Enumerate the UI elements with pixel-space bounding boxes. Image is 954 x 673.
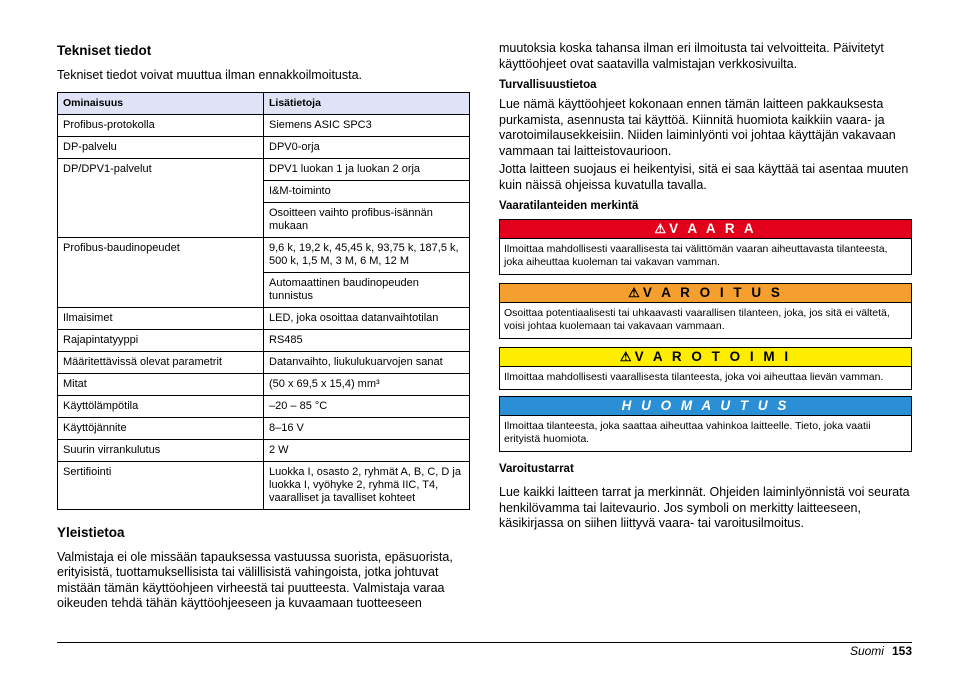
table-row: [58, 114, 470, 136]
danger-text: Ilmoittaa mahdollisesti vaarallisesta tai välittömän vaaran aiheuttavasta tilanteesta, joka aiheuttaa kuoleman tai vakavan vamman.: [504, 243, 888, 268]
continued-text: muutoksia koska tahansa ilman eri ilmoitusta tai velvoitteita. Päivitetyt käyttöohjeet ovat saatavilla valmistajan verkkosivuilta.: [499, 41, 884, 71]
table-cell-value: DPV1 luokan 1 ja luokan 2 orja: [264, 158, 470, 180]
specs-table: [57, 92, 470, 510]
table-cell-value: 8–16 V: [264, 417, 470, 439]
safety-paragraph-1: Lue nämä käyttöohjeet kokonaan ennen tämän laitteen pakkauksesta purkamista, asennusta tai käyttöä. Kiinnitä huomiota kaikkiin vaara- ja varotoimilausekkeisiin. Niiden laiminlyönti voi johtaa käyttäjän vakavaan vammaan tai laitteistovaurioon.: [499, 97, 896, 158]
safety-paragraph-2: Jotta laitteen suojaus ei heikentyisi, sitä ei saa käyttää tai asentaa muuten kuin näissä ohjeissa kuvatulla tavalla.: [499, 162, 909, 192]
caution-label: V A R O T O I M I: [634, 349, 792, 364]
right-column: [499, 41, 912, 532]
table-cell-value: 9,6 k, 19,2 k, 45,45 k, 93,75 k, 187,5 k, 500 k, 1,5 M, 3 M, 6 M, 12 M: [264, 237, 470, 272]
warning-triangle-icon: ⚠: [628, 285, 640, 300]
danger-banner: [500, 220, 911, 239]
table-cell-value: Luokka I, osasto 2, ryhmät A, B, C, D ja luokka I, vyöhyke 2, ryhmä IIC, T4, vaaralliset ja tavalliset kohteet: [264, 461, 470, 509]
table-cell-property: Käyttöjännite: [58, 417, 264, 439]
warning-text: Osoittaa potentiaalisesti tai uhkaavasti vaarallisen tilanteen, joka, jos sitä ei vältetä, voisi johtaa kuolemaan tai vakavaan vammaan.: [504, 307, 890, 332]
table-cell-property: Ilmaisimet: [58, 307, 264, 329]
hazard-info-heading: Vaaratilanteiden merkintä: [499, 200, 639, 212]
notice-banner: [500, 397, 911, 416]
table-cell-property: Sertifiointi: [58, 461, 264, 509]
labels-heading: Varoitustarrat: [499, 463, 574, 475]
warning-label: V A R O I T U S: [642, 285, 783, 300]
table-cell-property: Määritettävissä olevat parametrit: [58, 351, 264, 373]
safety-heading: Turvallisuustietoa: [499, 79, 597, 91]
table-cell-property: Suurin virrankulutus: [58, 439, 264, 461]
page-footer: [850, 644, 912, 658]
table-row: [58, 329, 470, 351]
warning-triangle-icon: ⚠: [654, 221, 667, 236]
table-cell-property: DP-palvelu: [58, 136, 264, 158]
table-cell-property: Profibus-protokolla: [58, 114, 264, 136]
warning-banner: [500, 284, 911, 303]
page-number: 153: [891, 644, 912, 658]
table-row: [58, 439, 470, 461]
table-cell-value: 2 W: [264, 439, 470, 461]
general-text: Valmistaja ei ole missään tapauksessa vastuussa suorista, epäsuorista, erityisistä, tuottamuksellisista tai välillisistä vahingoista, jotka johtuvat mistään tämän käyttöohjeen virheestä tai puutteesta. Valmistaja varaa oikeuden tehdä tähän käyttöohjeeseen ja kuvaamaan tuotteeseen: [57, 549, 453, 610]
table-cell-value: DPV0-orja: [264, 136, 470, 158]
table-cell-property: DP/DPV1-palvelut: [58, 158, 264, 237]
column-header: Lisätietoja: [264, 92, 470, 114]
caution-banner: [500, 348, 911, 367]
notice-text: Ilmoittaa tilanteesta, joka saattaa aiheuttaa vahinkoa laitteelle. Tieto, joka vaatii erityistä huomiota.: [504, 420, 871, 445]
table-row: [58, 136, 470, 158]
table-row: [58, 417, 470, 439]
table-cell-value: Osoitteen vaihto profibus-isännän mukaan: [264, 202, 470, 237]
table-cell-value: LED, joka osoittaa datanvaihtotilan: [264, 307, 470, 329]
warning-box: [499, 283, 912, 339]
table-row: [58, 461, 470, 509]
danger-label: V A A R A: [669, 221, 757, 236]
footer-divider: [57, 642, 912, 643]
notice-label: H U O M A U T U S: [621, 398, 790, 413]
table-cell-property: Mitat: [58, 373, 264, 395]
table-row: [58, 237, 470, 272]
table-row: [58, 307, 470, 329]
notice-box: [499, 396, 912, 452]
caution-text: Ilmoittaa mahdollisesti vaarallisesta tilanteesta, joka voi aiheuttaa lievän vamman.: [504, 371, 884, 383]
column-header: Ominaisuus: [58, 92, 264, 114]
table-cell-value: (50 x 69,5 x 15,4) mm³: [264, 373, 470, 395]
table-cell-property: Profibus-baudinopeudet: [58, 237, 264, 307]
table-header-row: [58, 92, 470, 114]
table-cell-value: Automaattinen baudinopeuden tunnistus: [264, 272, 470, 307]
danger-box: [499, 219, 912, 275]
labels-text: Lue kaikki laitteen tarrat ja merkinnät. Ohjeiden laiminlyönnistä voi seurata henkilövamma tai laitevaurio. Jos symboli on merkitty laitteeseen, käsikirjassa on siihen liittyvä vaara- tai varoitusilmoitus.: [499, 485, 910, 530]
table-cell-value: –20 – 85 °C: [264, 395, 470, 417]
table-cell-value: RS485: [264, 329, 470, 351]
table-cell-value: Siemens ASIC SPC3: [264, 114, 470, 136]
table-row: [58, 158, 470, 180]
general-heading: Yleistietoa: [57, 524, 125, 540]
warning-triangle-icon: ⚠: [619, 349, 632, 364]
footer-language: Suomi: [849, 644, 884, 658]
table-row: [58, 395, 470, 417]
left-column: [57, 42, 470, 612]
table-cell-value: I&M-toiminto: [264, 180, 470, 202]
specs-heading: Tekniset tiedot: [57, 43, 152, 58]
table-row: [58, 373, 470, 395]
table-cell-property: Rajapintatyyppi: [58, 329, 264, 351]
table-cell-value: Datanvaihto, liukulukuarvojen sanat: [264, 351, 470, 373]
table-row: [58, 351, 470, 373]
table-cell-property: Käyttölämpötila: [58, 395, 264, 417]
caution-box: [499, 347, 912, 390]
specs-intro: Tekniset tiedot voivat muuttua ilman ennakkoilmoitusta.: [57, 68, 363, 82]
